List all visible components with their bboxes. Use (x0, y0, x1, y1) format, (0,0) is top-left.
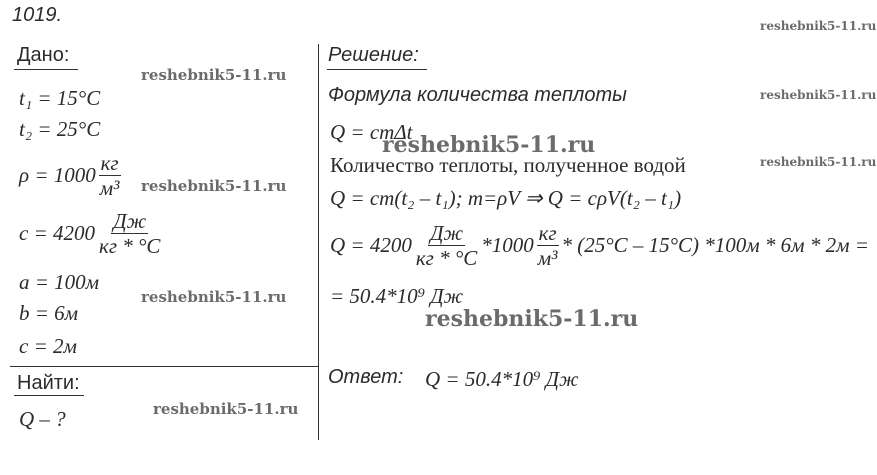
density-unit-num: кг (100, 151, 119, 175)
line2-part-a: Q = 4200 (330, 233, 412, 258)
line2-fraction-2 (536, 222, 560, 269)
line2-fraction-1-num: Дж (430, 221, 463, 245)
line2-fraction-1 (414, 222, 479, 269)
watermark: reshebnik5-11.ru (382, 132, 596, 158)
given-c-length: c = 2м (19, 334, 77, 358)
find-underline (14, 395, 84, 396)
density-lhs: ρ = 1000 (19, 163, 96, 188)
solution-underline (327, 69, 427, 70)
line2-part-b: *1000 (481, 233, 534, 258)
line2-fraction-2-num: кг (538, 221, 557, 245)
solution-line-1: Q = cm(t₂ – t₁); m=ρV ⇒ Q = cρV(t₂ – t₁) (330, 186, 682, 210)
specific-heat-lhs: c = 4200 (19, 221, 95, 246)
watermark: reshebnik5-11.ru (141, 66, 287, 84)
answer-value: Q = 50.4*10⁹ Дж (425, 367, 579, 391)
formula-title: Формула количества теплоты (328, 84, 627, 106)
watermark: reshebnik5-11.ru (141, 288, 287, 306)
specific-heat-unit-den: кг * °C (99, 234, 161, 259)
solution-line-3: = 50.4*10⁹ Дж (330, 284, 464, 308)
watermark: reshebnik5-11.ru (425, 306, 639, 332)
given-underline (14, 69, 78, 70)
given-heading: Дано: (17, 44, 70, 66)
line2-part-c: * (25°C – 15°C) *100м * 6м * 2м = (561, 233, 869, 258)
formula-main: Q = cmΔt (330, 120, 413, 144)
given-density (19, 152, 123, 199)
specific-heat-unit-num: Дж (113, 209, 147, 233)
line2-fraction-2-den: м³ (537, 246, 558, 271)
watermark: reshebnik5-11.ru (141, 177, 287, 195)
density-unit-fraction (98, 152, 122, 199)
watermark: reshebnik5-11.ru (760, 155, 877, 169)
given-b: b = 6м (19, 301, 79, 325)
solution-heading: Решение: (328, 44, 419, 66)
find-heading: Найти: (17, 372, 80, 394)
line2-fraction-1-den: кг * °C (415, 246, 478, 271)
given-find-divider (10, 366, 319, 367)
watermark: reshebnik5-11.ru (760, 88, 877, 102)
given-t2: t₂ = 25°C (19, 117, 101, 141)
find-q: Q – ? (19, 407, 66, 431)
solution-line-2 (330, 222, 869, 269)
answer-label: Ответ: (328, 366, 404, 388)
given-a: a = 100м (19, 270, 100, 294)
given-t1: t₁ = 15°C (19, 86, 101, 110)
given-specific-heat (19, 210, 164, 257)
specific-heat-unit-fraction (97, 210, 162, 257)
column-divider (318, 44, 319, 440)
problem-number: 1019. (12, 4, 63, 26)
density-unit-den: м³ (99, 176, 120, 201)
watermark: reshebnik5-11.ru (153, 400, 299, 418)
heat-title: Количество теплоты, полученное водой (330, 153, 686, 177)
watermark: reshebnik5-11.ru (760, 19, 877, 33)
